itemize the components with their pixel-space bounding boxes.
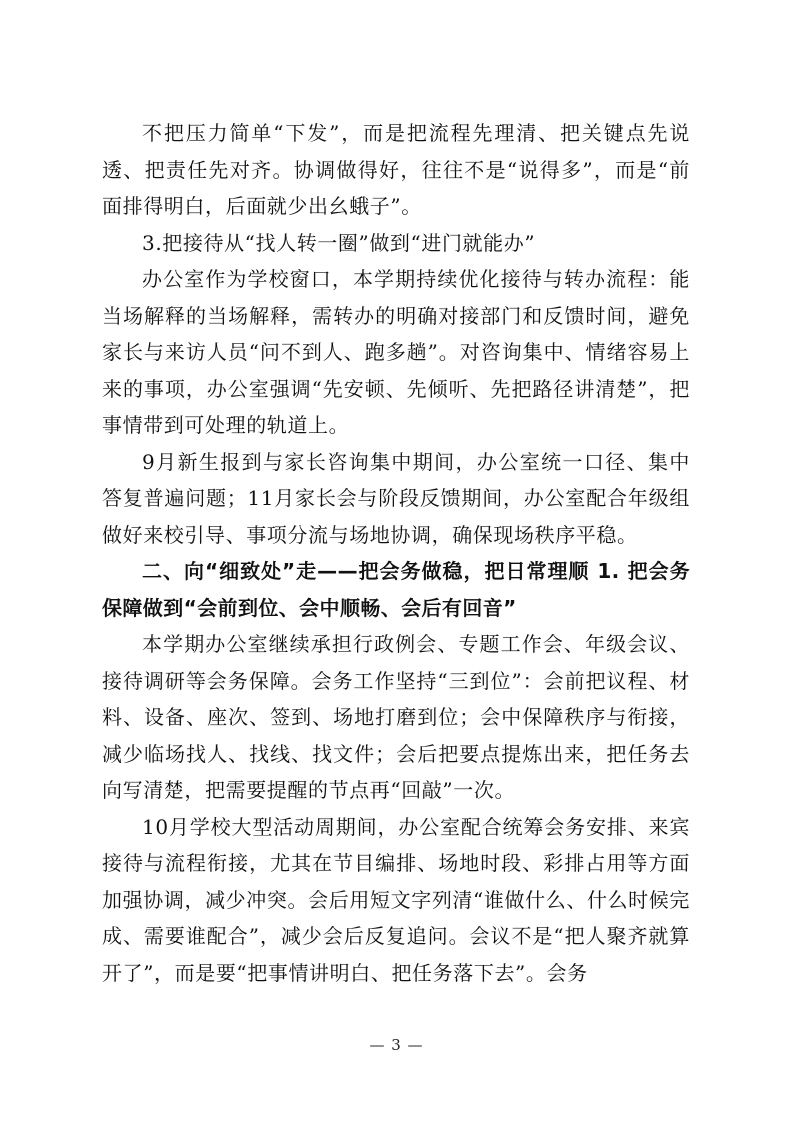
section-heading: 二、向“细致处”走——把会务做稳，把日常理顺 1. 把会务保障做到“会前到位、会中顺畅、会后有回音” (102, 559, 690, 620)
document-body (102, 115, 690, 991)
page-number: — 3 — (369, 1036, 424, 1054)
body-paragraph: 本学期办公室继续承担行政例会、专题工作会、年级会议、接待调研等会务保障。会务工作坚持“三到位”：会前把议程、材料、设备、座次、签到、场地打磨到位；会中保障秩序与衔接，减少临场找人、找线、找文件；会后把要点提炼出来，把任务去向写清楚，把需要提醒的节点再“回敲”一次。 (102, 632, 690, 802)
body-paragraph: 9月新生报到与家长咨询集中期间，办公室统一口径、集中答复普遍问题；11月家长会与阶段反馈期间，办公室配合年级组做好来校引导、事项分流与场地协调，确保现场秩序平稳。 (102, 449, 690, 547)
subsection-title: 3.把接待从“找人转一圈”做到“进门就能办” (142, 230, 536, 255)
body-paragraph: 10月学校大型活动周期间，办公室配合统筹会务安排、来宾接待与流程衔接，尤其在节目编排、场地时段、彩排占用等方面加强协调，减少冲突。会后用短文字列清“谁做什么、什么时候完成、需要谁配合”，减少会后反复追问。会议不是“把人聚齐就算开了”，而是要“把事情讲明白、把任务落下去”。会务 (102, 814, 690, 985)
body-paragraph: 不把压力简单“下发”，而是把流程先理清、把关键点先说透、把责任先对齐。协调做得好，往往不是“说得多”，而是“前面排得明白，后面就少出幺蛾子”。 (102, 121, 690, 218)
body-paragraph: 办公室作为学校窗口，本学期持续优化接待与转办流程：能当场解释的当场解释，需转办的明确对接部门和反馈时间，避免家长与来访人员“问不到人、跑多趟”。对咨询集中、情绪容易上来的事项，办公室强调“先安顿、先倾听、先把路径讲清楚”，把事情带到可处理的轨道上。 (102, 267, 690, 437)
